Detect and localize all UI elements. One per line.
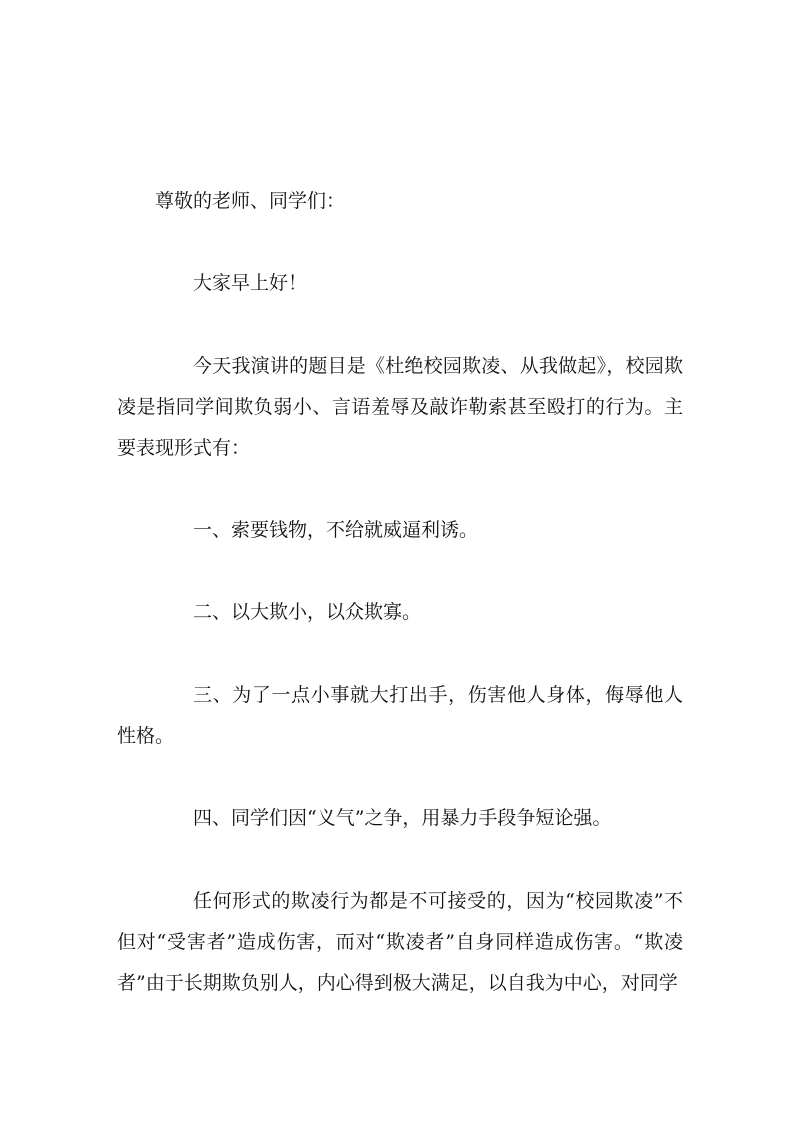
paragraph-item-2: 二、以大欺小，以众欺寡。 <box>193 601 422 623</box>
paragraph-item-1: 一、索要钱物，不给就威逼利诱。 <box>193 519 479 541</box>
paragraph-item-4: 四、同学们因“义气”之争，用暴力手段争短论强。 <box>193 807 612 829</box>
paragraph-conclusion: 任何形式的欺凌行为都是不可接受的，因为“校园欺凌”不但对“受害者”造成伤害，而对“欺凌者”自身同样造成伤害。“欺凌者”由于长期欺负别人，内心得到极大满足，以自我为中心，对同学 <box>117 890 683 994</box>
paragraph-topic: 今天我演讲的题目是《杜绝校园欺凌、从我做起》，校园欺凌是指同学间欺负弱小、言语羞辱及敲诈勒索甚至殴打的行为。主要表现形式有： <box>117 355 683 459</box>
salutation: 尊敬的老师、同学们： <box>155 190 346 212</box>
paragraph-greeting: 大家早上好！ <box>193 272 308 294</box>
paragraph-item-3: 三、为了一点小事就大打出手，伤害他人身体，侮辱他人性格。 <box>117 684 683 747</box>
